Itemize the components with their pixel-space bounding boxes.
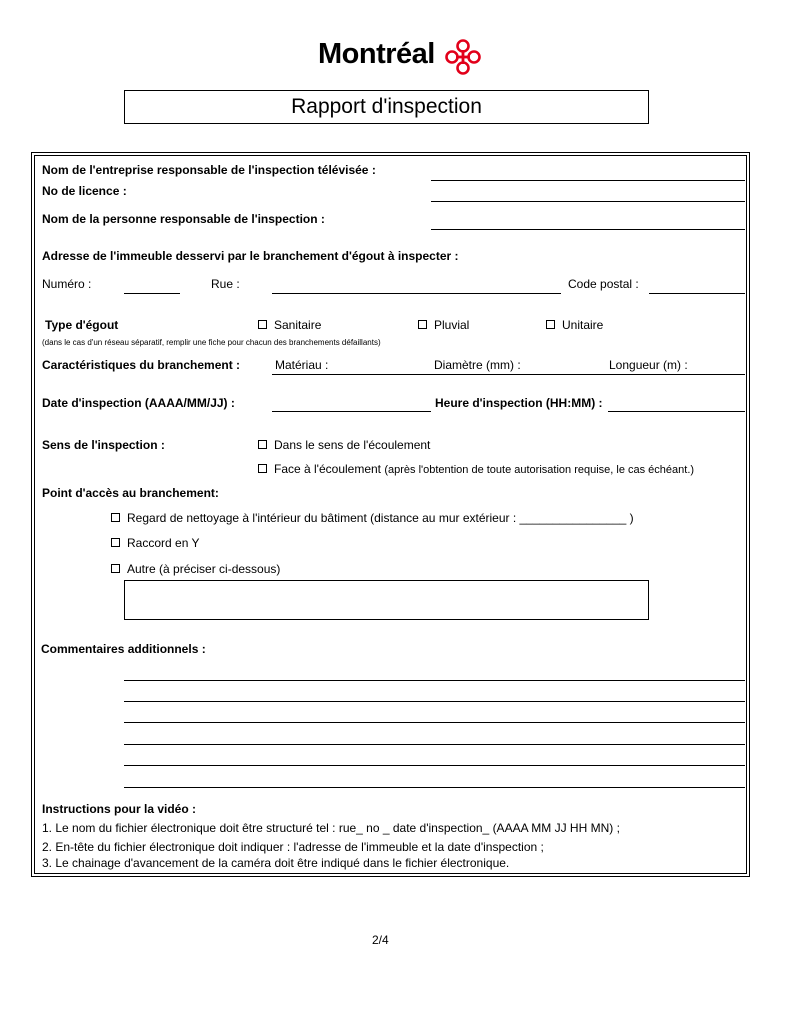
- longueur-label: Longueur (m) :: [609, 358, 688, 372]
- characteristics-field[interactable]: [272, 374, 745, 375]
- logo-text: Montréal: [318, 38, 435, 70]
- checkbox-icon[interactable]: [111, 538, 120, 547]
- comment-line[interactable]: [124, 787, 745, 788]
- inspection-time-field[interactable]: [608, 411, 745, 412]
- pluvial-label: Pluvial: [434, 318, 470, 332]
- access-option-cleanout[interactable]: [111, 511, 634, 525]
- person-name-label: Nom de la personne responsable de l'inspection :: [42, 212, 325, 226]
- numero-label: Numéro :: [42, 277, 92, 291]
- rue-field[interactable]: [272, 293, 561, 294]
- instruction-item-1: 1. Le nom du fichier électronique doit être structuré tel : rue_ no _ date d'inspection_ (AAAA MM JJ HH MN) ;: [42, 821, 620, 835]
- instructions-title: Instructions pour la vidéo :: [42, 802, 197, 816]
- sewer-type-note: (dans le cas d'un réseau séparatif, remplir une fiche pour chacun des branchements défaillants): [42, 338, 381, 347]
- page-number: 2/4: [372, 933, 389, 947]
- checkbox-icon[interactable]: [258, 320, 267, 329]
- comment-line[interactable]: [124, 765, 745, 766]
- page-title: Rapport d'inspection: [291, 95, 482, 118]
- address-heading: Adresse de l'immeuble desservi par le branchement d'égout à inspecter :: [42, 249, 459, 263]
- postal-code-label: Code postal :: [568, 277, 639, 291]
- instruction-item-3: 3. Le chainage d'avancement de la caméra doit être indiqué dans le fichier électronique.: [42, 856, 510, 870]
- direction-option-against-label: Face à l'écoulement: [274, 462, 382, 476]
- direction-option-against[interactable]: [258, 462, 694, 476]
- licence-label: No de licence :: [42, 184, 127, 198]
- person-name-field[interactable]: [431, 229, 745, 230]
- instruction-item-2: 2. En-tête du fichier électronique doit indiquer : l'adresse de l'immeuble et la date d'inspection ;: [42, 840, 544, 854]
- postal-code-field[interactable]: [649, 293, 745, 294]
- company-name-label: Nom de l'entreprise responsable de l'inspection télévisée :: [42, 163, 376, 177]
- comment-line[interactable]: [124, 680, 745, 681]
- inspection-date-field[interactable]: [272, 411, 431, 412]
- sewer-type-unitaire[interactable]: [546, 318, 603, 332]
- montreal-rose-icon: [444, 38, 482, 76]
- comment-line[interactable]: [124, 701, 745, 702]
- numero-field[interactable]: [124, 293, 180, 294]
- checkbox-icon[interactable]: [258, 464, 267, 473]
- inspection-date-label: Date d'inspection (AAAA/MM/JJ) :: [42, 396, 235, 410]
- comments-label: Commentaires additionnels :: [41, 642, 206, 656]
- direction-option-flow-label: Dans le sens de l'écoulement: [274, 438, 431, 452]
- montreal-logo: [318, 38, 435, 71]
- access-option-y[interactable]: [111, 536, 200, 550]
- materiau-label: Matériau :: [275, 358, 329, 372]
- diametre-label: Diamètre (mm) :: [434, 358, 521, 372]
- licence-field[interactable]: [431, 201, 745, 202]
- comment-line[interactable]: [124, 722, 745, 723]
- title-box: [124, 90, 649, 124]
- direction-label: Sens de l'inspection :: [42, 438, 165, 452]
- access-option-other[interactable]: [111, 562, 280, 576]
- access-option-y-label: Raccord en Y: [127, 536, 200, 550]
- comment-line[interactable]: [124, 744, 745, 745]
- access-option-other-label: Autre (à préciser ci-dessous): [127, 562, 281, 576]
- checkbox-icon[interactable]: [111, 513, 120, 522]
- characteristics-label: Caractéristiques du branchement :: [42, 358, 241, 372]
- checkbox-icon[interactable]: [546, 320, 555, 329]
- direction-option-flow[interactable]: [258, 438, 430, 452]
- inspection-time-label: Heure d'inspection (HH:MM) :: [435, 396, 603, 410]
- rue-label: Rue :: [211, 277, 240, 291]
- checkbox-icon[interactable]: [418, 320, 427, 329]
- direction-option-against-note: (après l'obtention de toute autorisation requise, le cas échéant.): [384, 464, 695, 476]
- checkbox-icon[interactable]: [258, 440, 267, 449]
- company-name-field[interactable]: [431, 180, 745, 181]
- sewer-type-sanitaire[interactable]: [258, 318, 321, 332]
- sanitaire-label: Sanitaire: [274, 318, 322, 332]
- access-other-textbox[interactable]: [124, 580, 649, 620]
- checkbox-icon[interactable]: [111, 564, 120, 573]
- access-option-cleanout-label: Regard de nettoyage à l'intérieur du bâtiment (distance au mur extérieur : ________________ ): [127, 511, 634, 525]
- sewer-type-pluvial[interactable]: [418, 318, 469, 332]
- unitaire-label: Unitaire: [562, 318, 604, 332]
- access-point-label: Point d'accès au branchement:: [42, 486, 219, 500]
- sewer-type-label: Type d'égout: [45, 318, 119, 332]
